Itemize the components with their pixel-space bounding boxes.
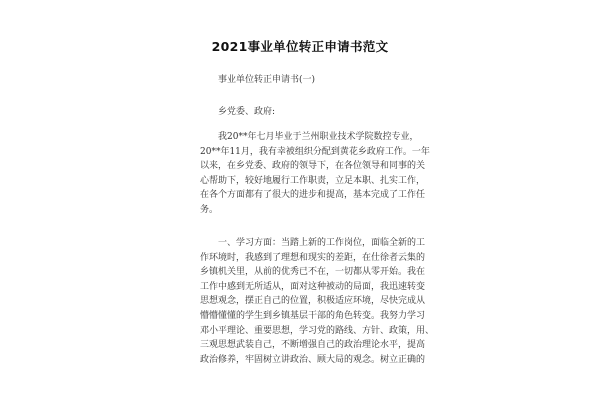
paragraph-line: 工作中感到无所适从，面对这种被动的局面，我迅速转变: [200, 281, 426, 292]
paragraph-line: 以来，在乡党委、政府的领导下，在各位领导和同事的关: [200, 161, 426, 172]
paragraph-line: 我20**年七月毕业于兰州职业技术学院数控专业，: [218, 132, 419, 142]
paragraph-study: [200, 236, 435, 367]
paragraph-line: 20**年11月，我有幸被组织分配到黄花乡政府工作。一年: [200, 146, 430, 157]
paragraph-line: 务。: [200, 204, 219, 215]
paragraph-line: 懵懵懂懂的学生到乡镇基层干部的角色转变。我努力学习: [200, 310, 426, 321]
salutation: 乡党委、政府:: [218, 107, 276, 117]
paragraph-line: 一、学习方面：当踏上新的工作岗位，面临全新的工: [218, 238, 426, 248]
paragraph-line: 邓小平理论、重要思想，学习党的路线、方针、政策，用、: [200, 325, 435, 336]
paragraph-line: 乡镇机关里，从前的优秀已不在，一切都从零开始。我在: [200, 267, 426, 278]
paragraph-line: 三观思想武装自己，不断增强自己的政治理论水平，提高: [200, 340, 426, 351]
paragraph-intro: [200, 130, 430, 218]
paragraph-line: 心帮助下，较好地履行工作职责，立足本职、扎实工作，: [200, 175, 426, 186]
paragraph-line: 思想观念，摆正自己的位置，积极适应环境，尽快完成从: [200, 296, 426, 307]
paragraph-line: 在各个方面都有了很大的进步和提高，基本完成了工作任: [200, 190, 426, 201]
paragraph-line: 作环境时，我感到了理想和现实的差距，在仕徐者云集的: [200, 252, 426, 263]
document-title: 2021事业单位转正申请书范文: [211, 39, 389, 54]
document-subtitle: 事业单位转正申请书(一): [218, 75, 316, 85]
paragraph-line: 政治修养，牢固树立讲政治、顾大局的观念。树立正确的: [200, 354, 426, 365]
